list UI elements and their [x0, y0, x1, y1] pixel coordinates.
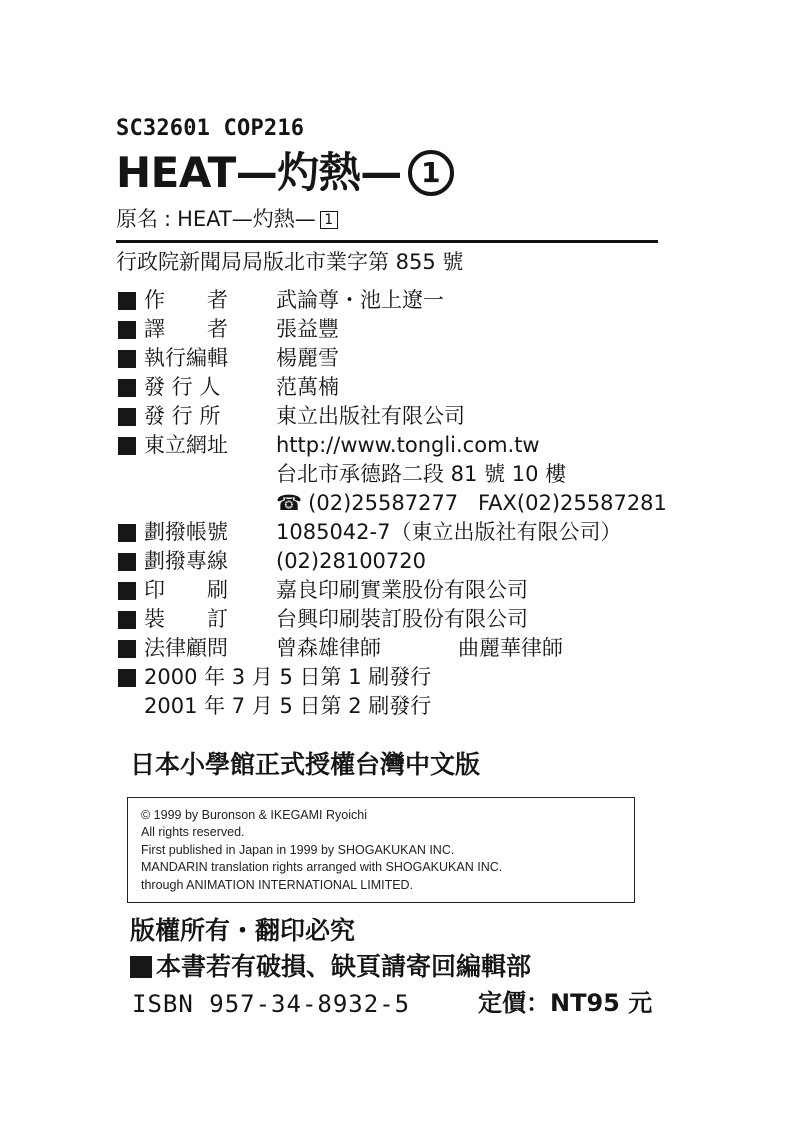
account-label: 劃撥帳號: [144, 520, 228, 544]
website-value[interactable]: http://www.tongli.com.tw: [276, 433, 540, 457]
credit-row-legal: [118, 634, 678, 663]
official-license-statement: 日本小學館正式授權台灣中文版: [130, 750, 481, 779]
copyright-line: through ANIMATION INTERNATIONAL LIMITED.: [141, 877, 414, 892]
publisher-person-label: 發 行 人: [144, 375, 221, 399]
bullet-square-icon: [118, 553, 136, 571]
legal-value-2: 曲麗華律師: [458, 636, 563, 660]
website-label: 東立網址: [144, 433, 228, 457]
book-title: HEAT—灼熱—: [116, 148, 402, 197]
credit-row-contact: [118, 489, 678, 518]
copyright-box: [127, 797, 635, 903]
credit-row-account: [118, 518, 678, 547]
bullet-square-icon: [118, 379, 136, 397]
printer-value: 嘉良印刷實業股份有限公司: [276, 578, 528, 602]
bullet-square-icon: [118, 437, 136, 455]
print-date-1: 2000 年 3 月 5 日第 1 刷發行: [144, 665, 432, 689]
legal-value-1: 曾森雄律師: [276, 636, 381, 660]
bullet-square-icon: [130, 956, 152, 978]
credit-row-publisher: [118, 402, 678, 431]
editor-label: 執行編輯: [144, 346, 228, 370]
credit-row-translator: [118, 315, 678, 344]
credit-row-publisher-person: [118, 373, 678, 402]
damage-notice-text: 本書若有破損、缺頁請寄回編輯部: [156, 952, 532, 981]
author-value: 武論尊・池上遼一: [276, 288, 444, 312]
original-label: 原名: [116, 207, 158, 231]
print-row-2: [118, 692, 678, 721]
author-label: 作 者: [144, 288, 228, 312]
translator-label: 譯 者: [144, 317, 228, 341]
original-title-line: [116, 209, 338, 230]
legal-label: 法律顧問: [144, 636, 228, 660]
bullet-square-icon: [118, 350, 136, 368]
publisher-person-value: 范萬楠: [276, 375, 339, 399]
isbn: ISBN 957-34-8932-5: [132, 990, 411, 1018]
original-separator: :: [164, 207, 172, 231]
address-value: 台北市承德路二段 81 號 10 樓: [276, 462, 567, 486]
bullet-square-icon: [118, 582, 136, 600]
bullet-square-icon: [118, 292, 136, 310]
original-title: HEAT—灼熱—: [177, 207, 316, 231]
copyright-line: © 1999 by Buronson & IKEGAMI Ryoichi: [141, 808, 367, 822]
credit-row-hotline: [118, 547, 678, 576]
binding-label: 裝 訂: [144, 607, 228, 631]
credits-list: [118, 286, 678, 721]
credit-row-editor: [118, 344, 678, 373]
print-row-1: [118, 663, 678, 692]
editor-value: 楊麗雪: [276, 346, 339, 370]
binding-value: 台興印刷裝訂股份有限公司: [276, 607, 528, 631]
telephone-icon: ☎: [276, 491, 303, 515]
printer-label: 印 刷: [144, 578, 228, 602]
title-block: [116, 150, 454, 196]
credit-row-website: [118, 431, 678, 460]
volume-badge: 1: [408, 150, 454, 196]
original-volume-box: 1: [320, 211, 338, 229]
hotline-label: 劃撥專線: [144, 549, 228, 573]
copyright-line: MANDARIN translation rights arranged with SHOGAKUKAN INC.: [141, 860, 503, 875]
bullet-square-icon: [118, 524, 136, 542]
credit-row-address: [118, 460, 678, 489]
copyright-line: All rights reserved.: [141, 825, 245, 840]
rights-reserved: 版權所有・翻印必究: [130, 916, 356, 945]
price: 定價：NT95 元: [478, 989, 653, 1017]
bullet-square-icon: [118, 408, 136, 426]
license-number: 行政院新聞局局版北市業字第 855 號: [116, 250, 464, 274]
translator-value: 張益豐: [276, 317, 339, 341]
credit-row-binding: [118, 605, 678, 634]
hotline-value: (02)28100720: [276, 549, 426, 573]
divider-rule: [116, 240, 658, 243]
publisher-label: 發 行 所: [144, 404, 221, 428]
fax-value: FAX(02)25587281: [478, 491, 667, 515]
phone-value: (02)25587277: [308, 491, 459, 515]
copyright-line: First published in Japan in 1999 by SHOGAKUKAN INC.: [141, 842, 455, 857]
credit-row-printer: [118, 576, 678, 605]
account-value: 1085042-7（東立出版社有限公司）: [276, 520, 622, 544]
product-code: SC32601 COP216: [116, 116, 305, 141]
phone-group: [276, 489, 458, 518]
bullet-square-icon: [118, 611, 136, 629]
print-date-2: 2001 年 7 月 5 日第 2 刷發行: [144, 694, 432, 718]
bullet-square-icon: [118, 640, 136, 658]
bullet-square-icon: [118, 321, 136, 339]
damage-notice: [130, 954, 531, 979]
credit-row-author: [118, 286, 678, 315]
publisher-value: 東立出版社有限公司: [276, 404, 465, 428]
bullet-square-icon: [118, 669, 136, 687]
